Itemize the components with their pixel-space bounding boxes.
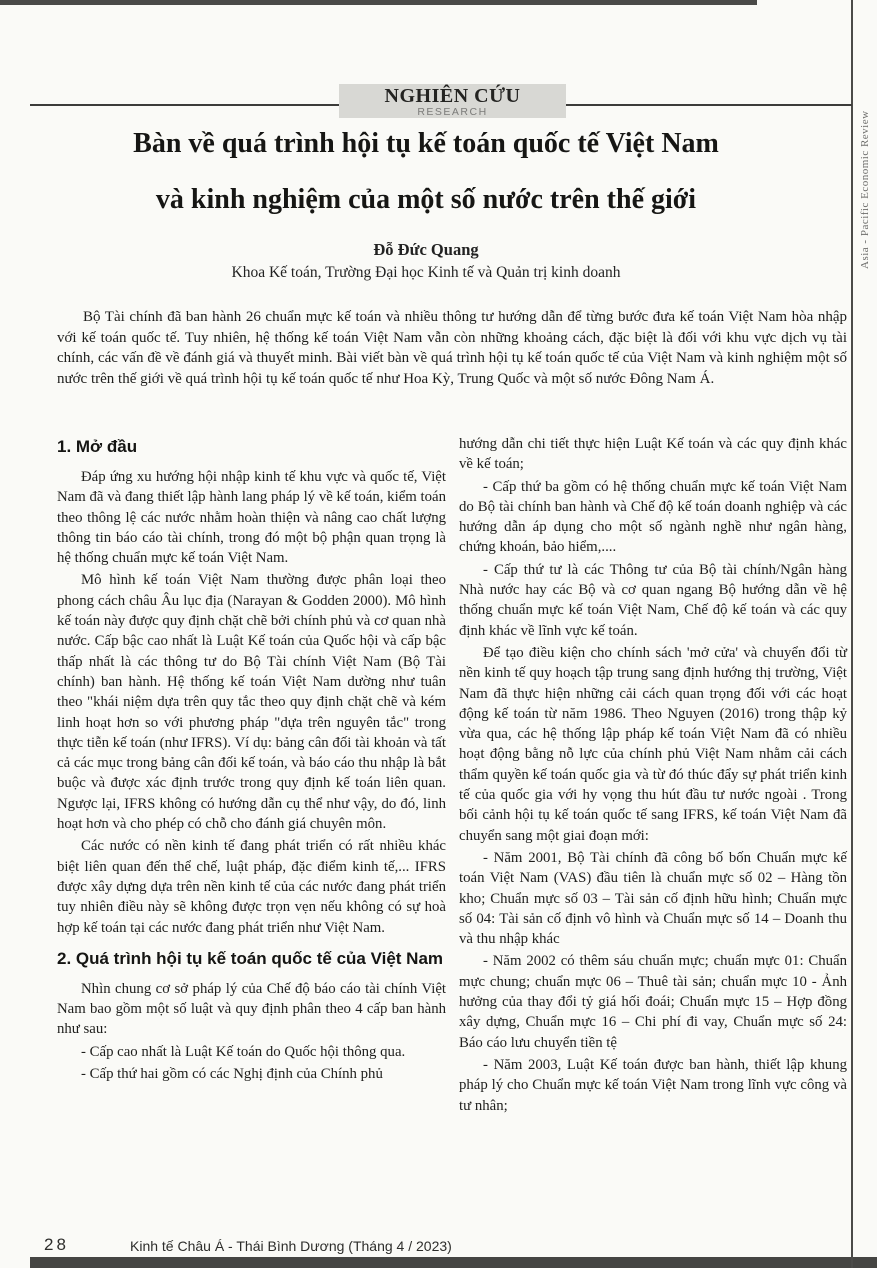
right-paragraph-2: Để tạo điều kiện cho chính sách 'mở cửa' và chuyển đổi từ nền kinh tế quy hoạch tập trung sang định hướng thị trường, Việt Nam đã thực hiện những cải cách quan trọng đối với các hoạt động kế toán từ năm 1986. Theo Nguyen (2016) trong thập kỷ vừa qua, các hệ thống lập pháp kế toán Việt Nam đã có nhiều hoạt động bằng nỗ lực của chính phủ Việt Nam nhằm cải cách thẩm quyền kế toán quốc gia và từ đó thúc đẩy sự phát triển kinh tế của quốc gia với hy vọng thu hút đầu tư nước ngoài . Trong bối cảnh hội tụ kế toán quốc tế sang IFRS, kế toán Việt Nam đã chuyển sang một giai đoạn mới: xyxy=(459,644,847,844)
footer-journal-info: Kinh tế Châu Á - Thái Bình Dương (Tháng 4 / 2023) xyxy=(130,1238,452,1254)
right-list-year-2002: - Năm 2002 có thêm sáu chuẩn mực; chuẩn mực 01: Chuẩn mực chung; chuẩn mực 06 – Thuê tài sản; chuẩn mực 10 - Ảnh hưởng của thay đổi tỷ giá hối đoái; Chuẩn mực 15 – Hợp đồng xây dựng, Chuẩn mực 16 – Chi phí đi vay, Chuẩn mực số 24: Báo cáo lưu chuyển tiền tệ xyxy=(459,953,847,1051)
section-heading-1: 1. Mở đầu xyxy=(57,437,138,456)
kicker-subtitle: RESEARCH xyxy=(417,106,488,118)
right-list-year-2001: - Năm 2001, Bộ Tài chính đã công bố bốn Chuẩn mực kế toán Việt Nam (VAS) đầu tiên là chuẩn mực số 02 – Hàng tồn kho; Chuẩn mực số 03 – Tài sản cố định hữu hình; Chuẩn mực số 04: Tài sản cố định vô hình và Chuẩn mực số 14 – Doanh thu và thu nhập khác xyxy=(459,849,847,948)
bottom-scan-edge xyxy=(30,1257,877,1268)
kicker-title: NGHIÊN CỨU xyxy=(384,85,521,107)
left-paragraph-2: Mô hình kế toán Việt Nam thường được phân loại theo phong cách châu Âu lục địa (Narayan & Godden 2000). Mô hình kế toán này được quy định chặt chẽ bởi chính phủ và cơ quan nhà nước. Cấp bậc cao nhất là Luật Kế toán của Quốc hội và cấp bậc thấp nhất là các thông tư do Bộ Tài chính Việt Nam (Bộ Tài chính) ban hành. Hệ thống kế toán Việt Nam dường như tuân theo "khái niệm dựa trên quy tắc theo quy định chặt chẽ và kém linh hoạt hơn so với phương pháp "dựa trên nguyên tắc" trong thực tiễn kế toán (như IFRS). Ví dụ: bảng cân đối tài khoản và tất cả các mục trong bảng cân đối kế toán, và báo cáo thu nhập là bắt buộc và được xác định trước trong quy định kế toán liên quan. Ngược lại, IFRS không có hướng dẫn cụ thể như vậy, do đó, linh hoạt hơn và cho phép có chỗ cho đánh giá chuyên môn. xyxy=(57,572,446,833)
footer-page-number: 28 xyxy=(44,1235,69,1254)
journal-name-vertical: Asia - Pacific Economic Review xyxy=(859,110,871,269)
right-paragraph-continuation: hướng dẫn chi tiết thực hiện Luật Kế toán và các quy định khác về kế toán; xyxy=(459,436,847,473)
right-list-year-2003: - Năm 2003, Luật Kế toán được ban hành, thiết lập khung pháp lý cho Chuẩn mực kế toán Việt Nam trong lĩnh vực công và tư nhân; xyxy=(459,1056,847,1114)
article-title-line2: và kinh nghiệm của một số nước trên thế giới xyxy=(155,184,697,215)
top-scan-edge xyxy=(0,0,757,5)
right-list-item-4: - Cấp thứ tư là các Thông tư của Bộ tài chính/Ngân hàng Nhà nước hay các Bộ và cơ quan ngang Bộ hướng dẫn về hệ thống chuẩn mực kế toán Việt Nam, Chế độ kế toán và các quy định khác về lĩnh vực kế toán. xyxy=(459,561,847,639)
right-column xyxy=(459,434,847,1118)
left-paragraph-4: Nhìn chung cơ sở pháp lý của Chế độ báo cáo tài chính Việt Nam bao gồm một số luật và quy định phân theo 4 cấp ban hành như sau: xyxy=(57,980,446,1038)
left-paragraph-3: Các nước có nền kinh tế đang phát triển có rất nhiều khác biệt liên quan đến thể chế, luật pháp, đặc điểm kinh tế,... IFRS được xây dựng dựa trên nền kinh tế của các nước đang phát triển tuy nhiên điều này sẽ không được trọn vẹn nếu không có sự hoà hợp kế toán tại các nước đang phát triển như Việt Nam. xyxy=(57,838,446,936)
abstract-paragraph: Bộ Tài chính đã ban hành 26 chuẩn mực kế toán và nhiều thông tư hướng dẫn để từng bước đưa kế toán Việt Nam hòa nhập với kế toán quốc tế. Tuy nhiên, hệ thống kế toán Việt Nam vẫn còn những khoảng cách, đặc biệt là đối với khu vực dịch vụ tài chính, các vấn đề về đánh giá và thuyết minh. Bài viết bàn về quá trình hội tụ kế toán quốc tế của Việt Nam và kinh nghiệm một số nước trên thế giới về quá trình hội tụ kế toán quốc tế như Hoa Kỳ, Trung Quốc và một số nước Đông Nam Á. xyxy=(57,309,847,387)
left-list-item-1: - Cấp cao nhất là Luật Kế toán do Quốc hội thông qua. xyxy=(81,1043,406,1060)
article-title-line1: Bàn về quá trình hội tụ kế toán quốc tế Việt Nam xyxy=(133,128,719,159)
author-affiliation: Khoa Kế toán, Trường Đại học Kinh tế và Quản trị kinh doanh xyxy=(231,264,621,281)
left-list-item-2: - Cấp thứ hai gồm có các Nghị định của Chính phủ xyxy=(81,1066,383,1083)
author-name: Đỗ Đức Quang xyxy=(373,240,479,259)
section-heading-2: 2. Quá trình hội tụ kế toán quốc tế của Việt Nam xyxy=(57,948,444,968)
section-kicker-box xyxy=(339,84,566,118)
left-paragraph-1: Đáp ứng xu hướng hội nhập kinh tế khu vực và quốc tế, Việt Nam đã và đang thiết lập hành lang pháp lý về kế toán, kiểm toán theo thông lệ các nước nhằm hoàn thiện và nâng cao chất lượng thông tin báo cáo tài chính, trong đó một bộ phận quan trọng là hệ thống chuẩn mực kế toán Việt Nam. xyxy=(57,469,446,567)
right-list-item-3: - Cấp thứ ba gồm có hệ thống chuẩn mực kế toán Việt Nam do Bộ tài chính ban hành và Chế độ kế toán doanh nghiệp và các hướng dẫn áp dụng cho một số ngành nghề như ngân hàng, chứng khoán, bảo hiểm,.... xyxy=(459,478,847,556)
left-column xyxy=(57,434,446,1086)
